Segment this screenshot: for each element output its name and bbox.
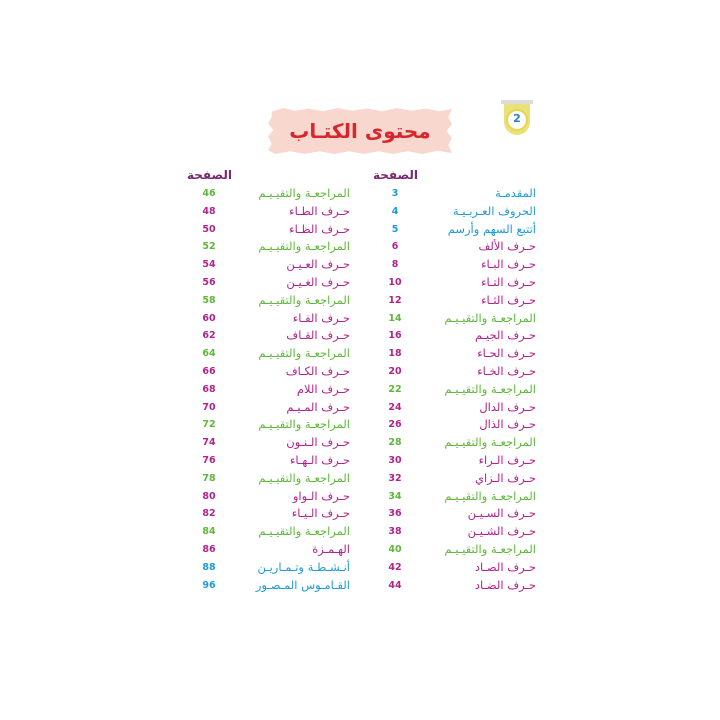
toc-page-number: 78	[202, 472, 216, 484]
toc-entry-label: المراجعـة والتقيـيـم	[444, 435, 536, 450]
toc-entry[interactable]	[380, 221, 536, 239]
toc-entry[interactable]	[380, 399, 536, 417]
toc-entry[interactable]	[380, 185, 536, 203]
toc-entry-label: المراجعـة والتقيـيـم	[444, 541, 536, 556]
toc-entry-label: المراجعـة والتقيـيـم	[258, 417, 350, 432]
toc-entry[interactable]	[194, 416, 350, 434]
toc-entry-label: حـرف الذال	[479, 417, 536, 432]
toc-page-number: 72	[202, 419, 216, 431]
toc-entry[interactable]	[380, 559, 536, 577]
toc-page-number: 62	[202, 330, 216, 342]
toc-page-number: 3	[391, 188, 399, 199]
toc-entry-label: الهـمـزة	[312, 541, 350, 556]
toc-page-number: 36	[388, 508, 402, 520]
toc-page-number: 28	[388, 437, 402, 449]
toc-entry[interactable]	[194, 541, 350, 559]
toc-page-number: 68	[202, 383, 216, 395]
toc-entry-label: حـرف الدال	[479, 399, 536, 414]
toc-entry[interactable]	[194, 274, 350, 292]
toc-entry-label: القـامـوس المـصـور	[255, 577, 350, 592]
page-title: محتوى الكتـاب	[289, 119, 431, 143]
toc-page-number: 70	[202, 401, 216, 413]
toc-page-number: 86	[202, 543, 216, 555]
toc-page-number: 64	[202, 348, 216, 360]
toc-entry-label: حـرف الخـاء	[477, 363, 536, 378]
toc-entry-label: حـرف الـيـاء	[291, 506, 350, 521]
right-toc-column	[380, 185, 536, 594]
toc-entry[interactable]	[194, 256, 350, 274]
toc-entry-label: المراجعـة والتقيـيـم	[258, 239, 350, 254]
toc-page-number: 74	[202, 437, 216, 449]
toc-entry-label: حـرف السـيـن	[467, 506, 536, 521]
toc-page-number: 16	[388, 330, 402, 342]
toc-entry-label: المقدمـة	[495, 186, 536, 200]
toc-entry[interactable]	[194, 310, 350, 328]
toc-entry[interactable]	[380, 541, 536, 559]
toc-entry-label: حـرف الطـاء	[289, 203, 350, 218]
toc-entry-label: حـرف الغـيـن	[286, 274, 350, 289]
toc-entry-label: حـرف الجيـم	[474, 328, 536, 343]
toc-entry[interactable]	[194, 327, 350, 345]
toc-page-number: 82	[202, 508, 216, 520]
toc-entry[interactable]	[380, 310, 536, 328]
toc-page-number: 88	[202, 561, 216, 573]
toc-entry[interactable]	[194, 434, 350, 452]
toc-entry[interactable]	[380, 292, 536, 310]
toc-page-number: 50	[202, 223, 216, 235]
toc-page-number: 48	[202, 205, 216, 217]
toc-page-number: 18	[388, 348, 402, 360]
toc-page-number: 42	[388, 561, 402, 573]
toc-entry[interactable]	[194, 203, 350, 221]
toc-page-number: 46	[202, 188, 216, 199]
toc-entry[interactable]	[380, 452, 536, 470]
toc-page-number: 52	[202, 241, 216, 253]
toc-page-number: 8	[391, 259, 399, 271]
toc-page-number: 20	[388, 365, 402, 377]
right-column-header: الصفحة	[372, 168, 418, 182]
toc-entry[interactable]	[380, 577, 536, 595]
toc-page-number: 60	[202, 312, 216, 324]
page-number-badge	[501, 100, 533, 136]
toc-entry-label: المراجعـة والتقيـيـم	[258, 524, 350, 539]
toc-entry[interactable]	[380, 470, 536, 488]
toc-page-number: 44	[388, 579, 402, 591]
toc-entry[interactable]	[380, 203, 536, 221]
toc-entry-label: حـرف القـاف	[286, 328, 350, 343]
toc-entry-label: المراجعـة والتقيـيـم	[258, 470, 350, 485]
toc-page-number: 54	[202, 259, 216, 271]
toc-page-number: 34	[388, 490, 402, 502]
toc-entry-label: المراجعـة والتقيـيـم	[258, 186, 350, 200]
toc-page-number: 5	[391, 223, 399, 235]
page-number: 2	[513, 112, 521, 125]
toc-entry[interactable]	[380, 488, 536, 506]
toc-entry-label: المراجعـة والتقيـيـم	[444, 488, 536, 503]
toc-entry-label: حـرف العـيـن	[286, 257, 350, 272]
toc-entry[interactable]	[380, 523, 536, 541]
toc-page-number: 80	[202, 490, 216, 502]
toc-page-number: 24	[388, 401, 402, 413]
toc-entry-label: الحروف العـربـيـة	[452, 203, 536, 218]
toc-entry[interactable]	[380, 505, 536, 523]
toc-entry-label: حـرف الـهـاء	[289, 452, 350, 467]
toc-page-number: 6	[391, 241, 399, 253]
toc-entry-label: حـرف الصـاد	[474, 559, 536, 574]
toc-entry[interactable]	[380, 416, 536, 434]
toc-page-number: 4	[391, 205, 399, 217]
toc-entry-label: المراجعـة والتقيـيـم	[444, 310, 536, 325]
toc-page-number: 38	[388, 526, 402, 538]
toc-entry-label: حـرف الـزاي	[474, 470, 536, 485]
toc-entry[interactable]	[194, 221, 350, 239]
toc-page-number: 58	[202, 294, 216, 306]
toc-entry[interactable]	[194, 452, 350, 470]
toc-page-number: 26	[388, 419, 402, 431]
toc-entry[interactable]	[194, 381, 350, 399]
toc-entry[interactable]	[194, 185, 350, 203]
toc-page-number: 22	[388, 383, 402, 395]
toc-entry[interactable]	[194, 559, 350, 577]
toc-entry-label: المراجعـة والتقيـيـم	[258, 346, 350, 361]
toc-entry-label: حـرف اللام	[296, 381, 350, 396]
toc-entry-label: حـرف الظـاء	[289, 221, 350, 236]
toc-page-number: 32	[388, 472, 402, 484]
toc-entry[interactable]	[194, 488, 350, 506]
left-column-header: الصفحة	[186, 168, 232, 182]
toc-entry-label: حـرف الثـاء	[481, 292, 536, 307]
toc-page-number: 30	[388, 454, 402, 466]
toc-entry[interactable]	[380, 238, 536, 256]
toc-entry-label: حـرف الفـاء	[292, 310, 350, 325]
left-toc-column	[194, 185, 350, 594]
toc-entry-label: حـرف الضـاد	[474, 577, 536, 592]
toc-page-number: 76	[202, 454, 216, 466]
toc-page-number: 56	[202, 276, 216, 288]
toc-page-number: 10	[388, 276, 402, 288]
toc-entry[interactable]	[380, 345, 536, 363]
toc-entry-label: حـرف المـيـم	[286, 399, 350, 414]
toc-entry[interactable]	[194, 292, 350, 310]
toc-entry-label: المراجعـة والتقيـيـم	[258, 292, 350, 307]
toc-entry-label: حـرف الحـاء	[477, 346, 536, 361]
toc-entry-label: حـرف التـاء	[481, 274, 536, 289]
toc-entry-label: حـرف الـراء	[478, 452, 536, 467]
toc-entry-label: حـرف الألف	[478, 239, 536, 254]
toc-entry-label: المراجعـة والتقيـيـم	[444, 381, 536, 396]
toc-entry[interactable]	[194, 505, 350, 523]
toc-page-number: 12	[388, 294, 402, 306]
toc-entry[interactable]	[194, 523, 350, 541]
toc-entry-label: حـرف الـنـون	[286, 435, 350, 450]
toc-page-number: 40	[388, 543, 402, 555]
toc-entry-label: أنـشـطـة وتـمـاريـن	[257, 559, 350, 574]
toc-page-number: 96	[202, 579, 216, 591]
toc-entry[interactable]	[194, 577, 350, 595]
toc-entry[interactable]	[380, 363, 536, 381]
toc-page-number: 84	[202, 526, 216, 538]
toc-entry-label: حـرف الشـيـن	[467, 524, 536, 539]
toc-entry[interactable]	[194, 363, 350, 381]
toc-entry-label: حـرف الكـاف	[285, 363, 350, 378]
toc-entry[interactable]	[194, 238, 350, 256]
toc-entry-label: أتتبع السهم وأرسم	[447, 221, 536, 236]
toc-entry[interactable]	[194, 470, 350, 488]
toc-entry[interactable]	[380, 381, 536, 399]
toc-page-number: 66	[202, 365, 216, 377]
toc-entry[interactable]	[380, 256, 536, 274]
toc-entry[interactable]	[194, 345, 350, 363]
toc-entry-label: حـرف البـاء	[481, 257, 536, 272]
toc-entry-label: حـرف الـواو	[292, 488, 350, 503]
toc-page-number: 14	[388, 312, 402, 324]
toc-entry[interactable]	[194, 399, 350, 417]
toc-entry[interactable]	[380, 274, 536, 292]
toc-entry[interactable]	[380, 434, 536, 452]
toc-entry[interactable]	[380, 327, 536, 345]
